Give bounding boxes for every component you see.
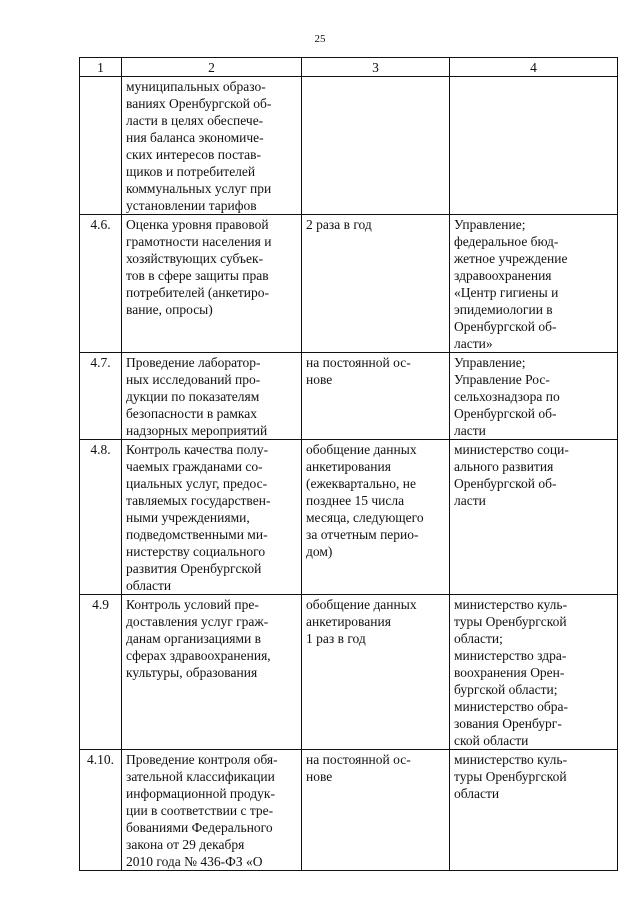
measure-cell: Контроль условий пре- доставления услуг граж- данам организациями в сферах здравоохранения, культуры, образования	[122, 595, 302, 750]
measure-cell: Проведение лаборатор- ных исследований про- дукции по показателям безопасности в рамках надзорных мероприятий	[122, 353, 302, 440]
executor-cell: Управление; Управление Рос- сельхознадзора по Оренбургской об- ласти	[450, 353, 618, 440]
period-cell: на постоянной ос- нове	[302, 750, 450, 871]
row-number: 4.7.	[80, 353, 122, 440]
column-header-1: 1	[80, 58, 122, 77]
column-header-4: 4	[450, 58, 618, 77]
table-header-row	[80, 58, 618, 77]
period-cell: обобщение данных анкетирования 1 раз в год	[302, 595, 450, 750]
table-row	[80, 750, 618, 871]
page-number: 25	[314, 33, 326, 45]
period-cell: на постоянной ос- нове	[302, 353, 450, 440]
table-row	[80, 215, 618, 353]
row-number	[80, 77, 122, 215]
period-cell: обобщение данных анкетирования (ежеквартально, не позднее 15 числа месяца, следующего за отчетным перио- дом)	[302, 440, 450, 595]
executor-cell: министерство соци- ального развития Оренбургской об- ласти	[450, 440, 618, 595]
measures-table	[79, 57, 618, 871]
measure-cell: Проведение контроля обя- зательной классификации информационной продук- ции в соответствии с тре- бованиями Федерального закона от 29 декабря 2010 года № 436-ФЗ «О	[122, 750, 302, 871]
period-cell	[302, 77, 450, 215]
measure-cell: муниципальных образо- ваниях Оренбургской об- ласти в целях обеспече- ния баланса экономиче- ских интересов постав- щиков и потребителей коммунальных услуг при установлении тарифов	[122, 77, 302, 215]
row-number: 4.8.	[80, 440, 122, 595]
executor-cell: министерство куль- туры Оренбургской области	[450, 750, 618, 871]
measure-cell: Оценка уровня правовой грамотности населения и хозяйствующих субъек- тов в сфере защиты прав потребителей (анкетиро- вание, опросы)	[122, 215, 302, 353]
executor-cell	[450, 77, 618, 215]
table-row	[80, 440, 618, 595]
column-header-2: 2	[122, 58, 302, 77]
executor-cell: министерство куль- туры Оренбургской области; министерство здра- воохранения Орен- бургской области; министерство обра- зования Оренбург- ской области	[450, 595, 618, 750]
measure-cell: Контроль качества полу- чаемых гражданами со- циальных услуг, предос- тавляемых государствен- ными учреждениями, подведомственными ми- нистерству социального развития Оренбургской области	[122, 440, 302, 595]
table-row	[80, 595, 618, 750]
executor-cell: Управление; федеральное бюд- жетное учреждение здравоохранения «Центр гигиены и эпидемиологии в Оренбургской об- ласти»	[450, 215, 618, 353]
table-row	[80, 77, 618, 215]
period-cell: 2 раза в год	[302, 215, 450, 353]
column-header-3: 3	[302, 58, 450, 77]
row-number: 4.10.	[80, 750, 122, 871]
row-number: 4.9	[80, 595, 122, 750]
row-number: 4.6.	[80, 215, 122, 353]
table-row	[80, 353, 618, 440]
